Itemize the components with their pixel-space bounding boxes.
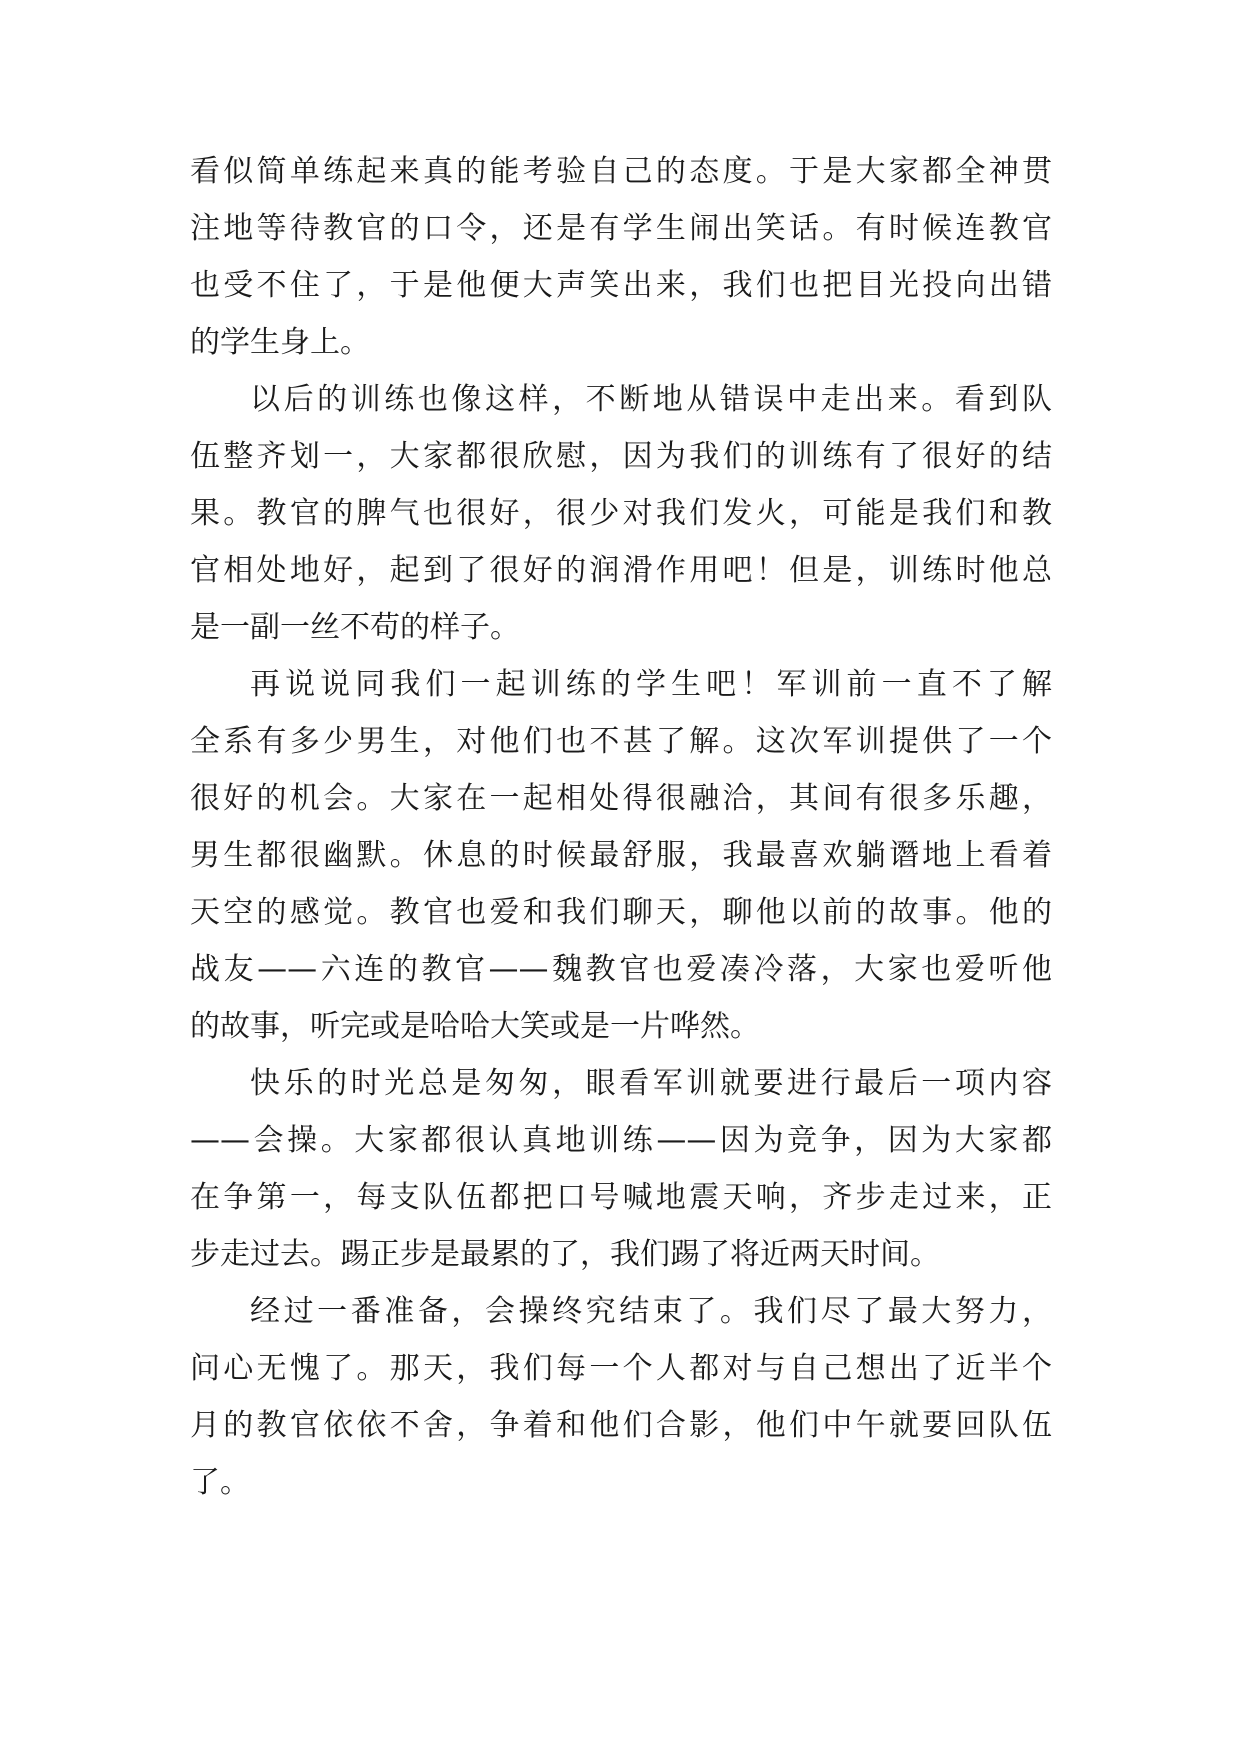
text-line: 很好的机会。大家在一起相处得很融洽，其间有很多乐趣， <box>190 781 1052 816</box>
paragraph-first-line: 以后的训练也像这样，不断地从错误中走出来。看到队 <box>250 382 1052 417</box>
text-line: 全系有多少男生，对他们也不甚了解。这次军训提供了一个 <box>190 724 1052 759</box>
text-line: 的故事，听完或是哈哈大笑或是一片哗然。 <box>190 1009 760 1044</box>
text-line: 伍整齐划一，大家都很欣慰，因为我们的训练有了很好的结 <box>190 439 1052 474</box>
text-line: 了。 <box>190 1465 250 1500</box>
text-line: 月的教官依依不舍，争着和他们合影，他们中午就要回队伍 <box>190 1408 1052 1443</box>
text-line: 战友——六连的教官——魏教官也爱凑冷落，大家也爱听他 <box>190 952 1052 987</box>
text-line: 步走过去。踢正步是最累的了，我们踢了将近两天时间。 <box>190 1237 940 1272</box>
paragraph-first-line: 再说说同我们一起训练的学生吧！军训前一直不了解 <box>250 667 1052 702</box>
text-line: ——会操。大家都很认真地训练——因为竞争，因为大家都 <box>190 1123 1052 1158</box>
text-line: 注地等待教官的口令，还是有学生闹出笑话。有时候连教官 <box>190 211 1052 246</box>
text-line: 看似简单练起来真的能考验自己的态度。于是大家都全神贯 <box>190 154 1052 189</box>
text-line: 果。教官的脾气也很好，很少对我们发火，可能是我们和教 <box>190 496 1052 531</box>
paragraph-first-line: 经过一番准备，会操终究结束了。我们尽了最大努力， <box>250 1294 1052 1329</box>
text-line: 是一副一丝不苟的样子。 <box>190 610 520 645</box>
text-line: 官相处地好，起到了很好的润滑作用吧！但是，训练时他总 <box>190 553 1052 588</box>
text-line: 男生都很幽默。休息的时候最舒服，我最喜欢躺谮地上看着 <box>190 838 1052 873</box>
text-line: 问心无愧了。那天，我们每一个人都对与自己想出了近半个 <box>190 1351 1052 1386</box>
paragraph-first-line: 快乐的时光总是匆匆，眼看军训就要进行最后一项内容 <box>250 1066 1052 1101</box>
text-line: 也受不住了，于是他便大声笑出来，我们也把目光投向出错 <box>190 268 1052 303</box>
text-line: 天空的感觉。教官也爱和我们聊天，聊他以前的故事。他的 <box>190 895 1052 930</box>
text-line: 的学生身上。 <box>190 325 370 360</box>
text-line: 在争第一，每支队伍都把口号喊地震天响，齐步走过来，正 <box>190 1180 1052 1215</box>
